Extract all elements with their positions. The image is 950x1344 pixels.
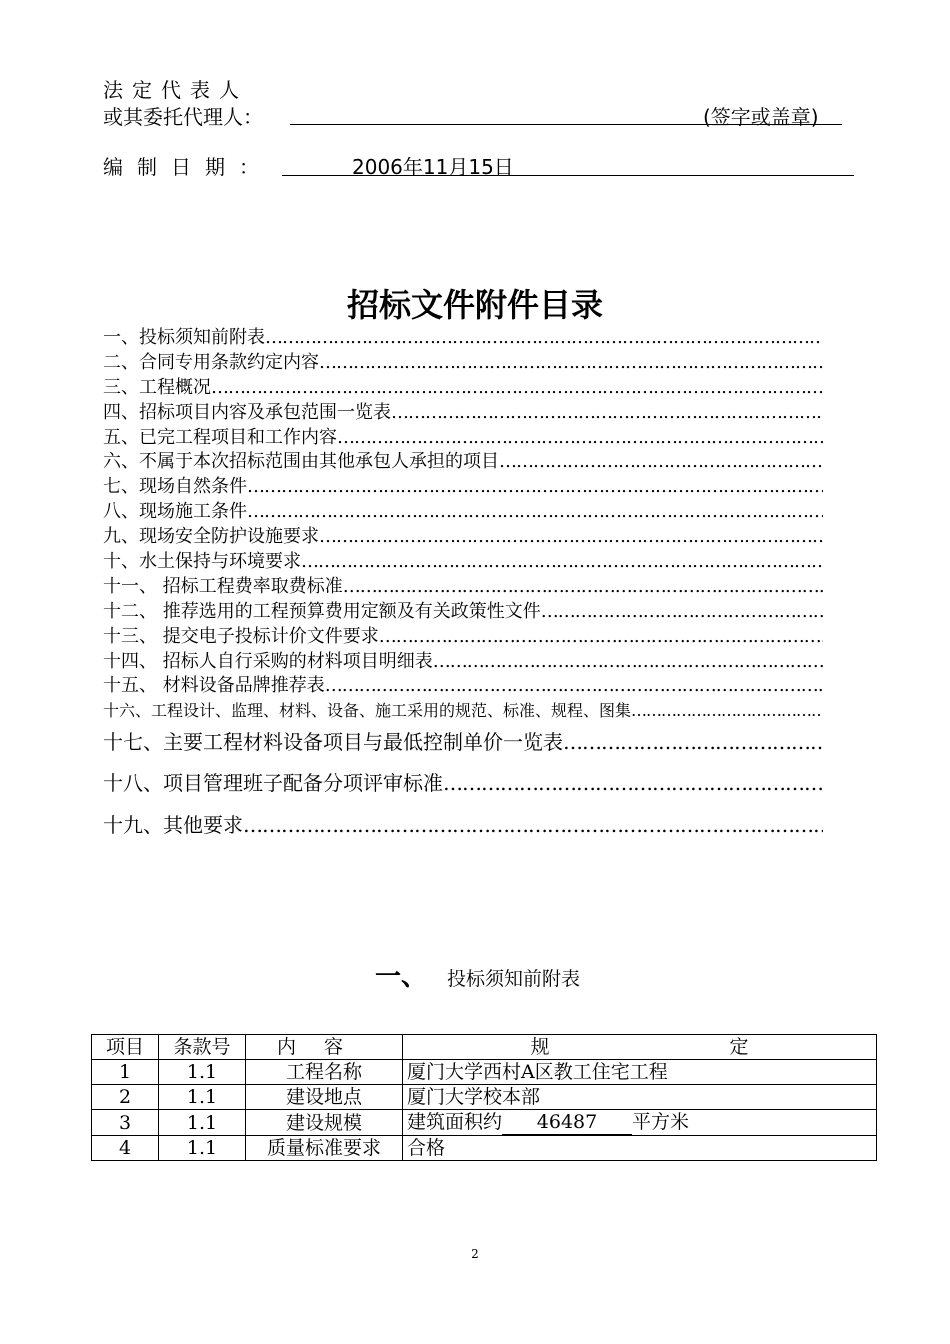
toc-item-label: 十二、 推荐选用的工程预算费用定额及有关政策性文件 xyxy=(103,600,541,622)
date-value: 2006年11月15日 xyxy=(352,155,514,179)
toc-leader xyxy=(443,767,823,799)
toc-item[interactable] xyxy=(103,401,823,426)
toc-item[interactable] xyxy=(103,525,823,550)
toc-item[interactable] xyxy=(103,674,823,699)
table-row xyxy=(92,1110,877,1136)
cell-content: 工程名称 xyxy=(246,1060,403,1085)
toc-list xyxy=(103,326,823,841)
toc-item-label: 三、工程概况 xyxy=(103,376,211,398)
table-row xyxy=(92,1060,877,1085)
cell-no: 4 xyxy=(92,1136,159,1161)
toc-item[interactable] xyxy=(103,326,823,351)
toc-leader xyxy=(243,809,823,841)
toc-leader xyxy=(265,326,823,351)
toc-item[interactable] xyxy=(103,699,823,724)
toc-item[interactable] xyxy=(103,500,823,525)
toc-item[interactable] xyxy=(103,600,823,625)
toc-item-label: 十五、 材料设备品牌推荐表 xyxy=(103,675,325,697)
toc-item[interactable] xyxy=(103,450,823,475)
toc-leader xyxy=(499,450,823,475)
col-header-spec xyxy=(403,1035,877,1060)
toc-leader xyxy=(563,726,823,758)
spec-suffix: 平方米 xyxy=(632,1111,690,1133)
toc-item[interactable] xyxy=(103,767,823,799)
toc-title: 招标文件附件目录 xyxy=(346,286,603,324)
toc-item-label: 十一、 招标工程费率取费标准 xyxy=(103,575,343,597)
cell-spec xyxy=(403,1110,877,1136)
toc-item-label: 七、现场自然条件 xyxy=(103,476,247,498)
col-header-clause: 条款号 xyxy=(159,1035,246,1060)
toc-item[interactable] xyxy=(103,550,823,575)
toc-leader xyxy=(391,401,823,426)
toc-item[interactable] xyxy=(103,809,823,841)
col-header-content: 内容 xyxy=(246,1035,403,1060)
toc-leader xyxy=(319,525,823,550)
col-header-spec-part2: 定 xyxy=(729,1036,749,1058)
toc-leader xyxy=(337,426,823,451)
cell-spec: 合格 xyxy=(403,1136,877,1161)
col-header-item: 项目 xyxy=(92,1035,159,1060)
toc-item-label: 十六、工程设计、监理、材料、设备、施工采用的规范、标准、规程、图集 xyxy=(103,701,632,721)
toc-item[interactable] xyxy=(103,376,823,401)
toc-leader xyxy=(247,500,823,525)
sign-note: (签字或盖章) xyxy=(703,105,819,129)
agent-label: 或其委托代理人： xyxy=(103,105,263,129)
cell-content: 建设规模 xyxy=(246,1110,403,1136)
toc-item[interactable] xyxy=(103,426,823,451)
toc-item-label: 六、不属于本次招标范围由其他承包人承担的项目 xyxy=(103,451,499,473)
toc-item-label: 十三、 提交电子投标计价文件要求 xyxy=(103,625,379,647)
cell-clause: 1.1 xyxy=(159,1085,246,1110)
cell-clause: 1.1 xyxy=(159,1136,246,1161)
toc-item[interactable] xyxy=(103,351,823,376)
toc-leader xyxy=(247,475,823,500)
toc-leader xyxy=(541,600,823,625)
cell-content: 建设地点 xyxy=(246,1085,403,1110)
toc-leader xyxy=(211,376,823,401)
toc-leader xyxy=(379,625,823,650)
cell-spec: 厦门大学西村A区教工住宅工程 xyxy=(403,1060,877,1085)
toc-item[interactable] xyxy=(103,475,823,500)
toc-item-label: 十、水土保持与环境要求 xyxy=(103,551,301,573)
toc-item-label: 四、招标项目内容及承包范围一览表 xyxy=(103,401,391,423)
toc-leader xyxy=(301,550,823,575)
legal-representative-label: 法定代表人 xyxy=(103,78,248,102)
area-value: 46487 xyxy=(502,1110,632,1135)
col-header-spec-part1: 规 xyxy=(530,1036,550,1058)
toc-item-label: 一、投标须知前附表 xyxy=(103,327,265,348)
toc-leader xyxy=(433,650,823,675)
toc-item-label: 十九、其他要求 xyxy=(103,813,243,838)
toc-item-label: 十四、 招标人自行采购的材料项目明细表 xyxy=(103,650,433,672)
cell-clause: 1.1 xyxy=(159,1060,246,1085)
table-row xyxy=(92,1136,877,1161)
cell-spec: 厦门大学校本部 xyxy=(403,1085,877,1110)
cell-no: 1 xyxy=(92,1060,159,1085)
cell-no: 2 xyxy=(92,1085,159,1110)
table-row xyxy=(92,1085,877,1110)
toc-leader xyxy=(319,351,823,376)
cell-content: 质量标准要求 xyxy=(246,1136,403,1161)
toc-item-label: 五、已完工程项目和工作内容 xyxy=(103,426,337,448)
toc-item[interactable] xyxy=(103,575,823,600)
toc-item-label: 八、现场施工条件 xyxy=(103,501,247,523)
toc-leader xyxy=(325,674,823,699)
toc-item-label: 九、现场安全防护设施要求 xyxy=(103,526,319,548)
toc-item-label: 十七、主要工程材料设备项目与最低控制单价一览表 xyxy=(103,730,563,755)
spec-prefix: 建筑面积约 xyxy=(407,1111,503,1133)
toc-item[interactable] xyxy=(103,726,823,758)
cell-clause: 1.1 xyxy=(159,1110,246,1136)
toc-item[interactable] xyxy=(103,650,823,675)
table-header-row xyxy=(92,1035,877,1060)
cell-no: 3 xyxy=(92,1110,159,1136)
section-heading xyxy=(375,956,580,993)
bid-appendix-table xyxy=(91,1034,877,1161)
section-title: 投标须知前附表 xyxy=(447,968,581,990)
toc-item-label: 二、合同专用条款约定内容 xyxy=(103,351,319,373)
section-number: 一、 xyxy=(375,962,428,992)
toc-item-label: 十八、项目管理班子配备分项评审标准 xyxy=(103,771,443,796)
date-label: 编制日期： xyxy=(103,155,273,179)
page-number: 2 xyxy=(471,1247,479,1261)
toc-leader xyxy=(343,575,823,600)
toc-leader xyxy=(631,699,823,724)
toc-item[interactable] xyxy=(103,625,823,650)
